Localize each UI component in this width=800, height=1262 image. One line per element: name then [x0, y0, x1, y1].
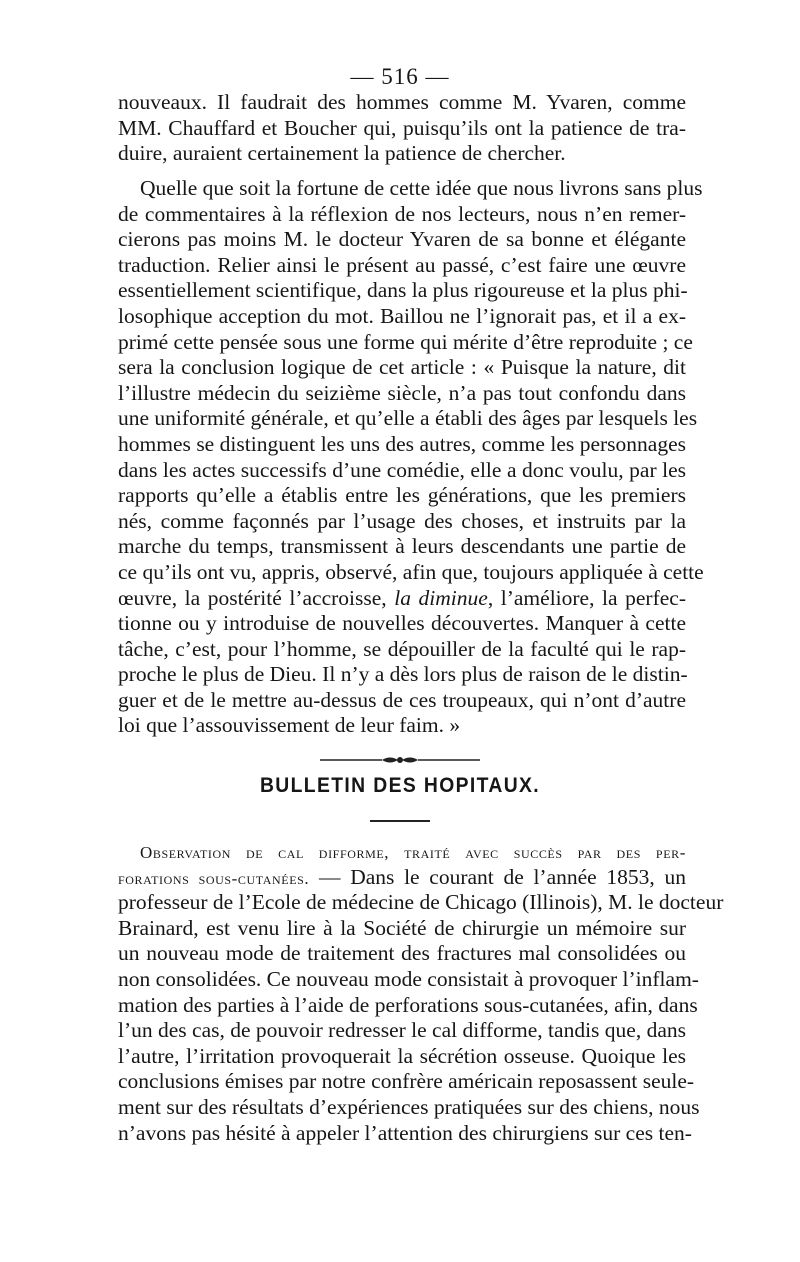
- text-line: l’autre, l’irritation provoquerait la sécrétion osseuse. Quoique les: [118, 1043, 686, 1068]
- text-line: Quelle que soit la fortune de cette idée que nous livrons sans plus: [140, 176, 703, 200]
- text-line: sera la conclusion logique de cet article : « Puisque la nature, dit: [118, 355, 686, 380]
- text-line: primé cette pensée sous une forme qui mérite d’être reproduite ; ce: [118, 329, 693, 354]
- text-line: cierons pas moins M. le docteur Yvaren de sa bonne et élégante: [118, 227, 686, 252]
- text-line: hommes se distinguent les uns des autres, comme les personnages: [118, 431, 686, 456]
- paragraph-1: [118, 90, 686, 167]
- text-line: n’avons pas hésité à appeler l’attention des chirurgiens sur ces ten-: [118, 1120, 692, 1145]
- text-line: MM. Chauffard et Boucher qui, puisqu’ils ont la patience de tra-: [118, 115, 686, 140]
- text-line: l’illustre médecin du seizième siècle, n’a pas tout confondu dans: [118, 380, 686, 405]
- text-segment: œuvre, la postérité l’accroisse,: [118, 585, 395, 610]
- text-line: duire, auraient certainement la patience de chercher.: [118, 141, 566, 166]
- heading-line: [118, 839, 686, 865]
- text-line: nouveaux. Il faudrait des hommes comme M. Yvaren, comme: [118, 90, 686, 114]
- text-line: guer et de le mettre au-dessus de ces troupeaux, qui n’ont d’autre: [118, 687, 686, 712]
- text-line: rapports qu’elle a établis entre les générations, que les premiers: [118, 483, 686, 508]
- section-title: BULLETIN DES HOPITAUX.: [259, 774, 541, 797]
- article-heading: Observation de cal difforme, traité avec succès par des per-: [140, 843, 686, 862]
- text-line: marche du temps, transmissent à leurs descendants une partie de: [118, 534, 686, 559]
- title-rule: [370, 820, 430, 822]
- text-line-with-italic: [118, 586, 686, 612]
- page-number: — 516 —: [350, 64, 450, 89]
- text-line: nés, comme façonnés par l’usage des choses, et instruits par la: [118, 508, 686, 533]
- text-line: professeur de l’Ecole de médecine de Chicago (Illinois), M. le docteur: [118, 890, 724, 915]
- text-line: loi que l’assouvissement de leur faim. »: [118, 713, 461, 738]
- text-line: conclusions émises par notre confrère américain reposassent seule-: [118, 1069, 695, 1094]
- article-heading: forations sous-cutanées.: [118, 868, 310, 888]
- text-line: Brainard, est venu lire à la Société de chirurgie un mémoire sur: [118, 915, 686, 940]
- text-line: losophique acception du mot. Baillou ne l’ignorait pas, et il a ex-: [118, 303, 686, 328]
- paragraph-2: [118, 176, 704, 739]
- paragraph-3: [118, 839, 724, 1146]
- italic-text: la diminue: [394, 585, 488, 610]
- text-line: essentiellement scientifique, dans la plus rigoureuse et la plus phi-: [118, 278, 688, 303]
- text-line: mation des parties à l’aide de perforations sous-cutanées, afin, dans: [118, 992, 698, 1017]
- ornament-divider: [320, 753, 480, 767]
- text-line: tâche, c’est, pour l’homme, se dépouiller de la faculté qui le rap-: [118, 636, 686, 661]
- text-line: ment sur des résultats d’expériences pratiquées sur des chiens, nous: [118, 1094, 700, 1119]
- text-line: traduction. Relier ainsi le présent au passé, c’est faire une œuvre: [118, 252, 686, 277]
- text-segment: , l’améliore, la perfec-: [487, 585, 686, 610]
- text-segment: — Dans le courant de l’année 1853, un: [309, 864, 686, 889]
- text-line: l’un des cas, de pouvoir redresser le cal difforme, tandis que, dans: [118, 1018, 686, 1043]
- text-line: ce qu’ils ont vu, appris, observé, afin que, toujours appliquée à cette: [118, 559, 704, 584]
- text-line: une uniformité générale, et qu’elle a établi des âges par lesquels les: [118, 406, 698, 431]
- text-line: de commentaires à la réflexion de nos lecteurs, nous n’en remer-: [118, 201, 686, 226]
- text-line: dans les actes successifs d’une comédie, elle a donc voulu, par les: [118, 457, 686, 482]
- text-line: un nouveau mode de traitement des fractures mal consolidées ou: [118, 941, 686, 966]
- text-line: non consolidées. Ce nouveau mode consistait à provoquer l’inflam-: [118, 966, 699, 991]
- text-line: tionne ou y introduise de nouvelles découvertes. Manquer à cette: [118, 611, 686, 636]
- text-line: proche le plus de Dieu. Il n’y a dès lors plus de raison de le distin-: [118, 662, 688, 687]
- heading-line: [118, 865, 686, 891]
